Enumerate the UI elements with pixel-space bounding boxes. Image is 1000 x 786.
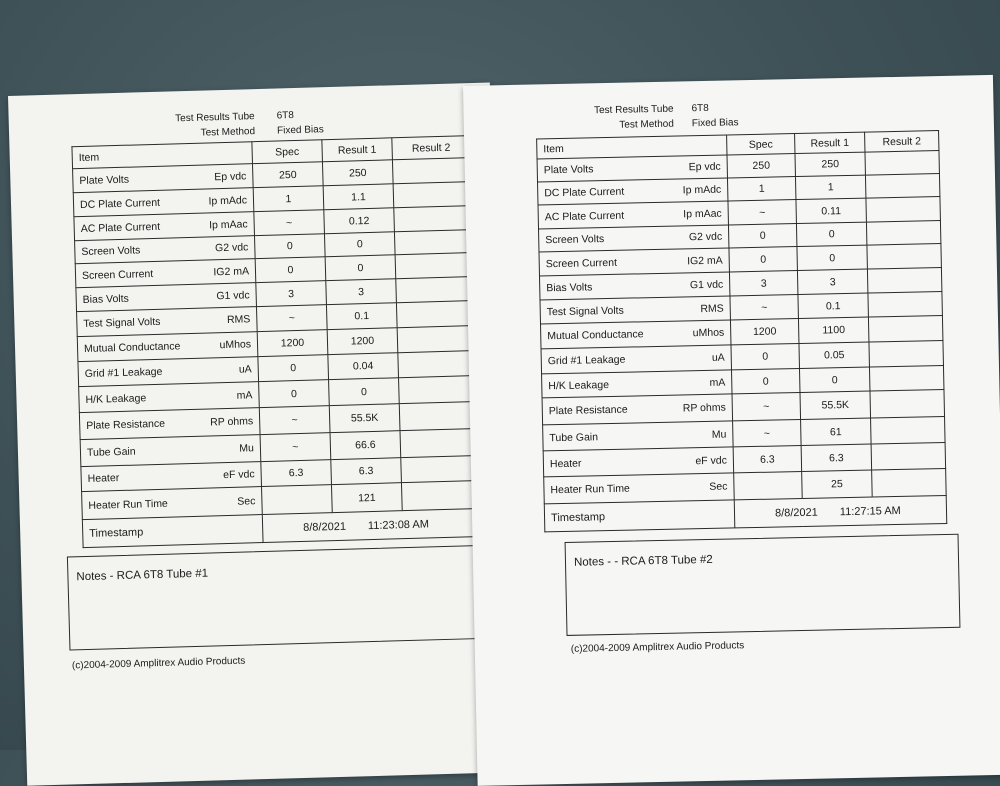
spec-cell: 0 bbox=[258, 355, 329, 382]
result-1-cell: 1200 bbox=[327, 328, 398, 355]
title-label: Test Results Tube bbox=[593, 103, 674, 117]
spec-cell: 1200 bbox=[257, 330, 328, 357]
item-unit: Ep vdc bbox=[214, 169, 247, 183]
method-label: Test Method bbox=[200, 126, 256, 139]
test-method: Fixed Bias bbox=[691, 117, 739, 130]
spec-cell: ~ bbox=[733, 420, 802, 447]
timestamp-value bbox=[734, 495, 947, 527]
col-result-1-header: Result 1 bbox=[795, 132, 865, 153]
result-1-cell: 0 bbox=[329, 378, 400, 406]
item-name: AC Plate Current bbox=[80, 220, 161, 235]
result-1-cell: 1100 bbox=[798, 317, 869, 343]
results-sheet-2 bbox=[463, 75, 1000, 786]
result-2-cell bbox=[865, 174, 939, 199]
item-unit: IG2 mA bbox=[213, 264, 250, 278]
result-2-cell bbox=[869, 365, 943, 391]
item-name: Tube Gain bbox=[549, 430, 599, 444]
item-name: Bias Volts bbox=[82, 292, 129, 306]
item-name: DC Plate Current bbox=[544, 185, 625, 200]
result-1-cell: 250 bbox=[322, 160, 393, 186]
item-unit: Ip mAdc bbox=[208, 193, 248, 207]
result-1-cell: 0 bbox=[797, 245, 867, 270]
item-name: AC Plate Current bbox=[544, 209, 625, 223]
item-unit: mA bbox=[709, 376, 726, 389]
item-name: Grid #1 Leakage bbox=[547, 353, 626, 368]
item-name: Heater bbox=[87, 472, 120, 485]
item-unit: Mu bbox=[239, 442, 255, 455]
spec-cell bbox=[262, 485, 333, 515]
result-2-cell bbox=[868, 292, 942, 318]
item-name: Plate Resistance bbox=[86, 417, 166, 432]
results-sheet-1 bbox=[8, 83, 509, 786]
result-2-cell bbox=[396, 277, 475, 303]
result-2-cell bbox=[865, 151, 939, 176]
result-2-cell bbox=[401, 455, 480, 482]
item-name: Heater Run Time bbox=[88, 497, 168, 512]
item-unit: Mu bbox=[711, 428, 727, 441]
result-1-cell: 55.5K bbox=[800, 391, 871, 419]
result-2-cell bbox=[394, 206, 473, 232]
result-2-cell bbox=[400, 429, 479, 458]
result-1-cell: 250 bbox=[795, 152, 865, 176]
item-name: Test Signal Volts bbox=[546, 304, 624, 318]
item-name: Screen Volts bbox=[545, 233, 605, 247]
result-2-cell bbox=[401, 480, 480, 510]
spec-cell: ~ bbox=[728, 200, 796, 225]
item-unit: mA bbox=[236, 388, 253, 402]
item-unit: Ip mAac bbox=[208, 217, 248, 231]
result-2-cell bbox=[867, 268, 941, 294]
tube-type: 6T8 bbox=[691, 102, 709, 115]
item-name: Heater bbox=[549, 457, 582, 470]
result-2-cell bbox=[394, 230, 473, 255]
result-2-cell bbox=[870, 389, 945, 418]
item-name: Test Signal Volts bbox=[83, 315, 161, 330]
result-1-cell: 0.05 bbox=[799, 342, 870, 368]
item-unit: Ep vdc bbox=[688, 160, 721, 174]
result-1-cell: 3 bbox=[326, 279, 397, 305]
result-1-cell: 1.1 bbox=[323, 184, 394, 210]
item-unit: uA bbox=[711, 351, 725, 364]
timestamp-label: Timestamp bbox=[82, 515, 263, 548]
spec-cell: 0 bbox=[731, 344, 800, 370]
spec-cell: 250 bbox=[252, 162, 323, 188]
result-2-cell bbox=[868, 316, 943, 343]
result-2-cell bbox=[399, 402, 478, 431]
result-1-cell: 0.1 bbox=[798, 293, 868, 318]
item-unit: G2 vdc bbox=[214, 241, 249, 255]
item-unit: G1 vdc bbox=[216, 288, 250, 302]
spec-cell: 0 bbox=[729, 247, 797, 272]
item-name: Bias Volts bbox=[546, 280, 593, 294]
copyright: (c)2004-2009 Amplitrex Audio Products bbox=[71, 655, 246, 672]
item-unit: RMS bbox=[226, 313, 251, 326]
item-unit: Ip mAac bbox=[683, 207, 722, 220]
item-unit: uMhos bbox=[219, 338, 252, 352]
item-name: Tube Gain bbox=[86, 445, 136, 459]
item-unit: Sec bbox=[709, 480, 728, 493]
col-result-2-header: Result 2 bbox=[392, 136, 471, 160]
result-1-cell: 61 bbox=[801, 418, 872, 445]
result-1-cell: 0.1 bbox=[326, 303, 397, 330]
spec-cell: ~ bbox=[254, 210, 325, 236]
spec-cell: 0 bbox=[728, 224, 796, 248]
notes-box bbox=[67, 545, 479, 650]
item-name: DC Plate Current bbox=[79, 196, 161, 211]
timestamp-time: 11:23:08 AM bbox=[367, 517, 430, 532]
timestamp-value bbox=[262, 508, 481, 542]
notes-box bbox=[565, 534, 961, 636]
result-2-cell bbox=[867, 244, 941, 270]
item-name: Plate Resistance bbox=[548, 403, 628, 418]
result-2-cell bbox=[398, 351, 477, 378]
timestamp-date: 8/8/2021 bbox=[774, 506, 818, 520]
item-name: Grid #1 Leakage bbox=[84, 365, 163, 380]
item-name: Heater Run Time bbox=[550, 482, 630, 497]
item-unit: eF vdc bbox=[695, 454, 728, 467]
result-1-cell: 0 bbox=[799, 367, 869, 392]
result-2-cell bbox=[396, 301, 475, 328]
item-name: Screen Volts bbox=[81, 244, 141, 259]
spec-cell bbox=[734, 471, 803, 499]
col-result-2-header: Result 2 bbox=[865, 131, 939, 153]
item-name: Mutual Conductance bbox=[83, 340, 181, 355]
spec-cell: 6.3 bbox=[733, 445, 802, 472]
result-1-cell: 6.3 bbox=[331, 458, 402, 485]
item-unit: uMhos bbox=[692, 326, 725, 340]
result-2-cell bbox=[392, 158, 471, 184]
spec-cell: ~ bbox=[259, 406, 330, 435]
spec-cell: 0 bbox=[255, 257, 326, 283]
result-2-cell bbox=[395, 253, 474, 279]
spec-cell: 6.3 bbox=[261, 460, 332, 487]
spec-cell: 0 bbox=[259, 380, 330, 408]
result-1-cell: 55.5K bbox=[329, 404, 400, 433]
item-name: Screen Current bbox=[81, 267, 154, 282]
item-unit: IG2 mA bbox=[686, 254, 723, 267]
item-cell bbox=[542, 394, 733, 425]
item-name: Mutual Conductance bbox=[547, 328, 644, 343]
title-label: Test Results Tube bbox=[175, 111, 255, 125]
spec-cell: 1 bbox=[253, 186, 324, 212]
test-method: Fixed Bias bbox=[276, 124, 324, 137]
method-label: Test Method bbox=[619, 118, 674, 131]
results-table bbox=[536, 130, 947, 532]
result-1-cell: 0 bbox=[324, 232, 395, 257]
result-1-cell: 25 bbox=[802, 470, 873, 498]
result-2-cell bbox=[871, 416, 946, 444]
result-1-cell: 0.04 bbox=[328, 353, 399, 380]
result-2-cell bbox=[866, 197, 940, 223]
col-spec-header: Spec bbox=[727, 134, 795, 155]
result-1-cell: 3 bbox=[797, 269, 867, 294]
item-unit: RP ohms bbox=[682, 401, 726, 415]
item-cell bbox=[543, 421, 734, 451]
timestamp-label: Timestamp bbox=[544, 500, 735, 532]
result-1-cell: 121 bbox=[331, 483, 402, 513]
result-2-cell bbox=[397, 326, 476, 353]
col-item-header: Item bbox=[537, 135, 727, 159]
result-1-cell: 0.12 bbox=[324, 208, 395, 234]
item-name: Screen Current bbox=[545, 256, 618, 270]
result-2-cell bbox=[869, 341, 944, 368]
result-2-cell bbox=[871, 442, 946, 470]
item-unit: Sec bbox=[237, 494, 256, 508]
item-unit: RMS bbox=[700, 302, 724, 315]
item-name: Plate Volts bbox=[79, 173, 130, 187]
result-1-cell: 0 bbox=[796, 222, 866, 246]
result-2-cell bbox=[872, 468, 947, 497]
timestamp-date: 8/8/2021 bbox=[302, 520, 347, 534]
result-2-cell bbox=[866, 221, 940, 246]
col-spec-header: Spec bbox=[252, 140, 323, 164]
timestamp-time: 11:27:15 AM bbox=[839, 504, 901, 518]
notes-text: Notes - - RCA 6T8 Tube #2 bbox=[573, 553, 713, 569]
spec-cell: 3 bbox=[729, 271, 797, 296]
spec-cell: ~ bbox=[256, 305, 327, 332]
spec-cell: 0 bbox=[254, 234, 325, 259]
item-unit: G2 vdc bbox=[688, 230, 723, 244]
spec-cell: 250 bbox=[727, 154, 795, 178]
spec-cell: 1200 bbox=[730, 319, 799, 345]
result-1-cell: 0 bbox=[325, 255, 396, 281]
spec-cell: 3 bbox=[256, 281, 327, 307]
col-result-1-header: Result 1 bbox=[322, 138, 393, 162]
result-2-cell bbox=[399, 376, 478, 404]
item-unit: eF vdc bbox=[222, 468, 255, 482]
item-unit: Ip mAdc bbox=[682, 183, 722, 197]
item-unit: RP ohms bbox=[210, 415, 254, 429]
item-name: H/K Leakage bbox=[85, 391, 147, 406]
spec-cell: ~ bbox=[730, 295, 798, 320]
result-1-cell: 66.6 bbox=[330, 431, 401, 460]
copyright: (c)2004-2009 Amplitrex Audio Products bbox=[570, 640, 745, 655]
result-1-cell: 1 bbox=[795, 175, 865, 199]
item-unit: uA bbox=[238, 363, 252, 376]
notes-text: Notes - RCA 6T8 Tube #1 bbox=[76, 567, 209, 584]
results-table bbox=[71, 135, 481, 548]
result-1-cell: 6.3 bbox=[801, 444, 872, 471]
col-item-header: Item bbox=[72, 142, 253, 169]
item-cell bbox=[543, 447, 734, 477]
spec-cell: 1 bbox=[727, 177, 795, 201]
result-1-cell: 0.11 bbox=[796, 198, 866, 223]
item-name: H/K Leakage bbox=[548, 378, 610, 392]
item-cell bbox=[544, 473, 735, 504]
spec-cell: 0 bbox=[732, 369, 800, 394]
spec-cell: ~ bbox=[260, 433, 331, 462]
tube-type: 6T8 bbox=[276, 110, 295, 122]
spec-cell: ~ bbox=[732, 393, 801, 421]
item-unit: G1 vdc bbox=[689, 278, 724, 291]
item-name: Plate Volts bbox=[543, 163, 594, 177]
result-2-cell bbox=[393, 182, 472, 208]
